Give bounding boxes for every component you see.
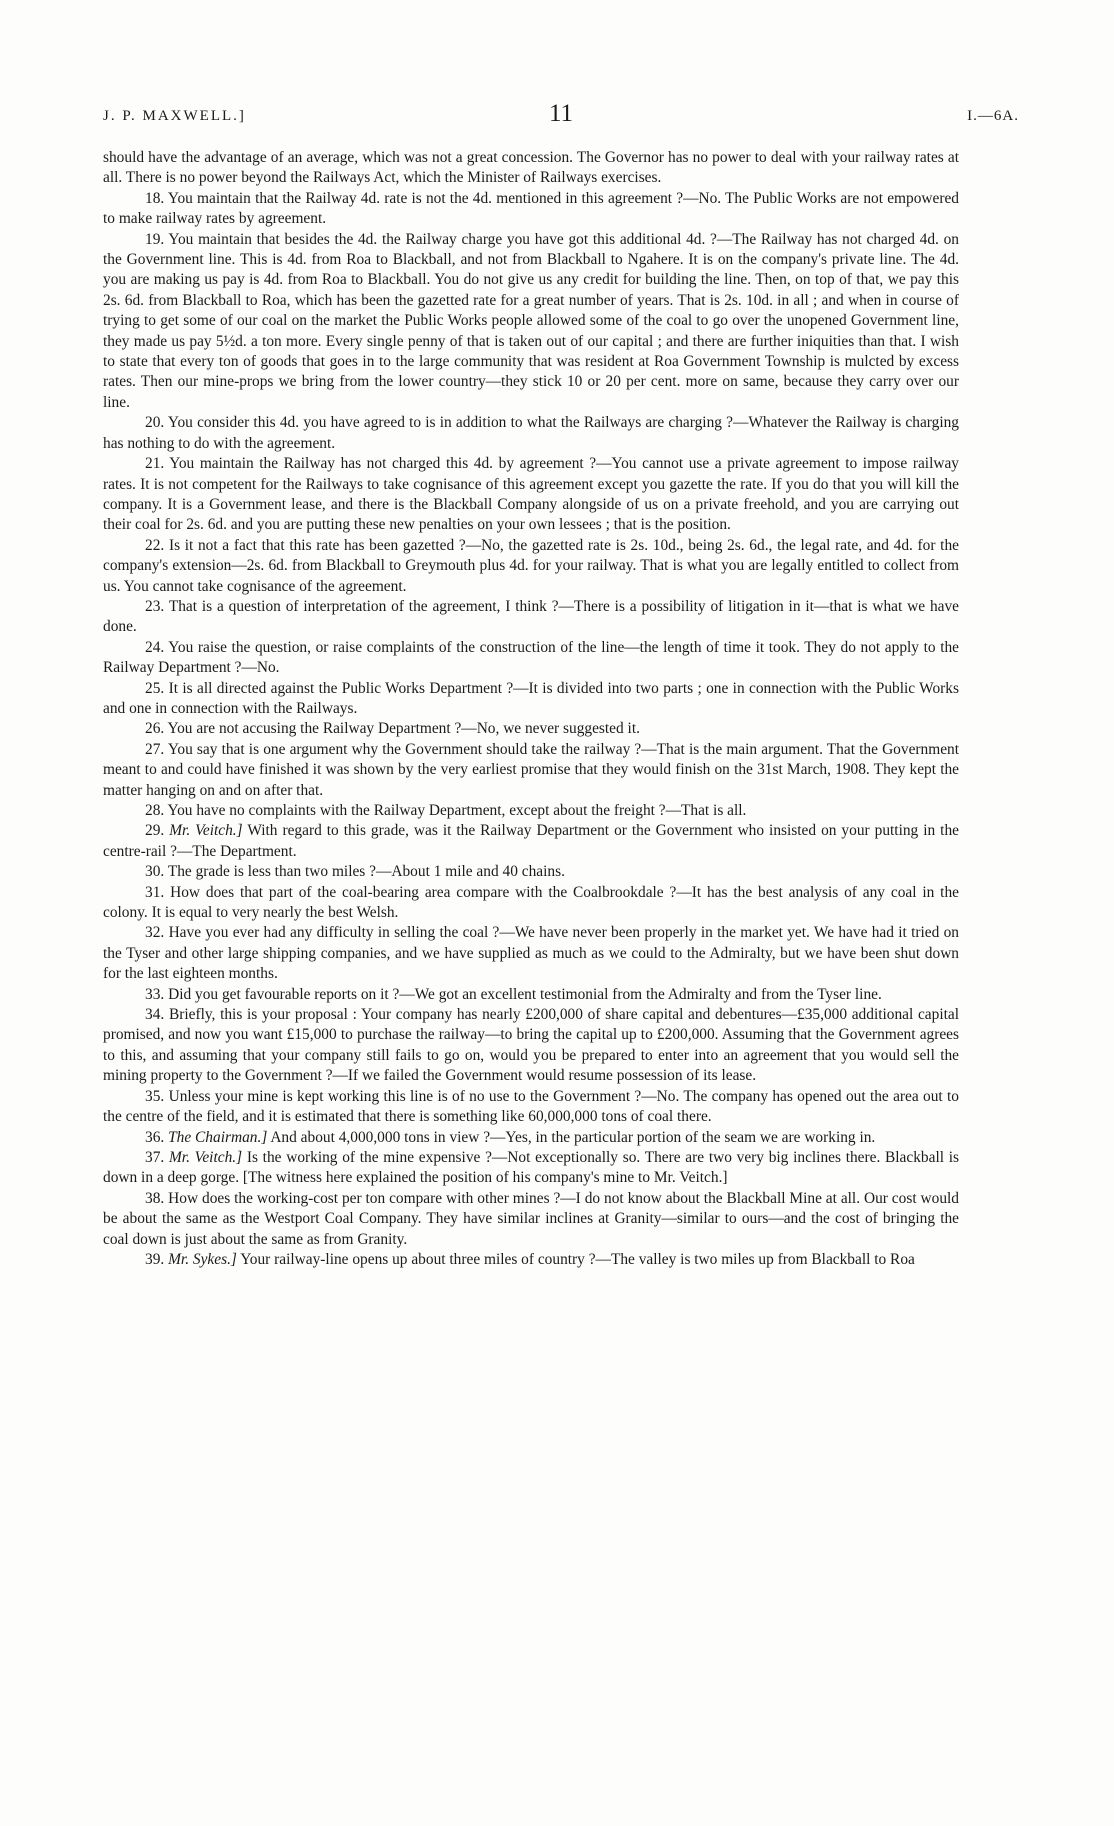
question-number: 39. [145, 1250, 165, 1268]
question-paragraph [103, 148, 959, 189]
paragraph-text: It is all directed against the Public Works Department ?—It is divided into two parts ; one in connection with the Public Works and one in connection with the Railways. [103, 679, 959, 717]
question-number: 18. [145, 189, 165, 207]
question-number: 34. [145, 1006, 165, 1024]
speaker-name: The Chairman.] [168, 1128, 268, 1146]
question-paragraph [103, 1148, 959, 1189]
speaker-name: Mr. Veitch.] [169, 822, 243, 840]
question-number: 24. [145, 638, 165, 656]
paragraph-text: You have no complaints with the Railway Department, except about the freight ?—That is all. [167, 802, 747, 819]
paragraph-text: Unless your mine is kept working this line is of no use to the Government ?—No. The company has opened out the area out to the centre of the field, and it is estimated that there is something like 60,000,000 tons of coal there. [103, 1087, 959, 1126]
minutes-of-evidence [103, 148, 959, 1270]
question-paragraph [103, 862, 959, 882]
question-paragraph [103, 883, 959, 924]
question-number: 33. [145, 985, 165, 1003]
question-number: 35. [145, 1087, 165, 1105]
question-paragraph [103, 923, 959, 984]
paragraph-text: How does the working-cost per ton compare with other mines ?—I do not know about the Blackball Mine at all. Our cost would be about the same as the Westport Coal Company. They have similar inclines at Granity—similar to ours—and the cost of bringing the coal down is just about the same as from Granity. [103, 1189, 959, 1248]
speaker-name: Mr. Veitch.] [168, 1148, 243, 1166]
question-number: 23. [145, 597, 165, 615]
question-number: 27. [145, 740, 165, 758]
question-paragraph [103, 1250, 959, 1270]
question-number: 22. [145, 536, 165, 554]
question-paragraph [103, 638, 959, 679]
paragraph-text: Did you get favourable reports on it ?—We got an excellent testimonial from the Admiralty and from the Tyser line. [168, 985, 882, 1003]
paragraph-text: You are not accusing the Railway Department ?—No, we never suggested it. [167, 720, 640, 738]
question-number: 37. [145, 1148, 165, 1166]
paragraph-text: You maintain that besides the 4d. the Railway charge you have got this additional 4d. ?—The Railway has not charged 4d. on the Government line. This is 4d. from Roa to Blackball, and not from Blackball to Ngahere. It is on the company's private line. The 4d. you are making us pay is 4d. from Roa to Blackball. You do not give us any credit for building the line. Then, on top of that, we pay this 2s. 6d. from Blackball to Roa, which has been the gazetted rate for a great number of years. That is 2s. 10d. in all ; and when in course of trying to get some of our coal on the market the Public Works people allowed some of the coal to go over the unopened Government line, they made us pay 5½d. a ton more. Every single penny of that is taken out of our capital ; and there are further iniquities than that. I wish to state that every ton of goods that goes in to the large community that was resident at Roa Government Township is mulcted by excess rates. Then our mine-props we bring from the lower country—they stick 10 or 20 per cent. more on same, because they carry over our line. [103, 230, 960, 411]
question-paragraph [103, 1189, 959, 1250]
question-number: 38. [145, 1189, 165, 1207]
paragraph-text: That is a question of interpretation of the agreement, I think ?—There is a possibility of litigation in it—that is what we have done. [103, 597, 959, 636]
paragraph-text: Have you ever had any difficulty in selling the coal ?—We have never been properly in the market yet. We have had it tried on the Tyser and other large shipping companies, and we have supplied as much as we could to the Admiralty, but we have been shut down for the last eighteen months. [103, 924, 959, 983]
document-reference: I.—6A. [967, 108, 1019, 124]
question-paragraph [103, 1128, 959, 1148]
question-paragraph [103, 985, 959, 1005]
witness-name: J. P. MAXWELL.] [103, 108, 246, 124]
question-paragraph [103, 679, 959, 720]
paragraph-text: And about 4,000,000 tons in view ?—Yes, in the particular portion of the seam we are working in. [270, 1128, 876, 1146]
question-number: 30. [145, 863, 165, 881]
question-paragraph [103, 1005, 959, 1087]
question-number: 19. [145, 230, 165, 248]
paragraph-text: Is the working of the mine expensive ?—Not exceptionally so. There are two very big inclines there. Blackball is down in a deep gorge. [The witness here explained the position of his company's mine to Mr. Veitch.] [103, 1148, 959, 1187]
question-paragraph [103, 719, 959, 739]
question-paragraph [103, 821, 959, 862]
question-paragraph [103, 597, 959, 638]
paragraph-text: With regard to this grade, was it the Railway Department or the Government who insisted on your putting in the centre-rail ?—The Department. [103, 822, 959, 860]
question-paragraph [103, 230, 959, 414]
paragraph-text: Your railway-line opens up about three miles of country ?—The valley is two miles up from Blackball to Roa [240, 1250, 915, 1268]
paragraph-text: The grade is less than two miles ?—About 1 mile and 40 chains. [167, 863, 565, 881]
question-paragraph [103, 413, 959, 454]
paragraph-text: Is it not a fact that this rate has been gazetted ?—No, the gazetted rate is 2s. 10d., being 2s. 6d., the legal rate, and 4d. for the company's extension—2s. 6d. from Blackball to Greymouth plus 4d. for your railway. That is what you are legally entitled to collect from us. You cannot take cognisance of the agreement. [103, 536, 959, 595]
question-paragraph [103, 536, 959, 597]
paragraph-text: You raise the question, or raise complaints of the construction of the line—the length of time it took. They do not apply to the Railway Department ?—No. [103, 638, 959, 677]
question-paragraph [103, 189, 959, 230]
page-header [103, 100, 1019, 130]
speaker-name: Mr. Sykes.] [168, 1250, 237, 1268]
question-number: 28. [145, 802, 165, 819]
question-paragraph [103, 1087, 959, 1128]
question-paragraph [103, 801, 959, 821]
paragraph-text: Briefly, this is your proposal : Your company has nearly £200,000 of share capital and debentures—£35,000 additional capital promised, and now you want £15,000 to purchase the railway—to bring the capital up to £200,000. Assuming that the Government agrees to this, and assuming that your company still fails to go on, would you be prepared to enter into an agreement that you would sell the mining property to the Government ?—If we failed the Government would resume possession of its lease. [103, 1006, 959, 1085]
paragraph-text: should have the advantage of an average, which was not a great concession. The Governor has no power to deal with your railway rates at all. There is no power beyond the Railways Act, which the Minister of Railways exercises. [103, 149, 959, 187]
paragraph-text: You consider this 4d. you have agreed to is in addition to what the Railways are charging ?—Whatever the Railway is charging has nothing to do with the agreement. [103, 414, 959, 452]
page-number: 11 [548, 100, 574, 127]
question-paragraph [103, 740, 959, 801]
question-number: 29. [145, 822, 165, 840]
paragraph-text: How does that part of the coal-bearing area compare with the Coalbrookdale ?—It has the best analysis of any coal in the colony. It is equal to very nearly the best Welsh. [103, 883, 959, 922]
question-number: 26. [145, 720, 165, 738]
question-number: 32. [145, 924, 165, 942]
question-number: 31. [145, 883, 165, 901]
paragraph-text: You maintain the Railway has not charged this 4d. by agreement ?—You cannot use a private agreement to impose railway rates. It is not competent for the Railways to take cognisance of this agreement except you gazette the rate. If you do that you will kill the company. It is a Government lease, and there is the Blackball Company alongside of us on a private freehold, and you are carrying out their coal for 2s. 6d. and you are putting these new penalties on your own lessees ; that is the position. [103, 455, 960, 534]
question-number: 20. [145, 414, 165, 432]
paragraph-text: You say that is one argument why the Government should take the railway ?—That is the main argument. That the Government meant to and could have finished it was shown by the very earliest promise that they would finish on the 31st March, 1908. They kept the matter hanging on and on after that. [103, 740, 960, 799]
question-number: 21. [145, 455, 165, 473]
question-number: 25. [145, 679, 165, 697]
question-number: 36. [145, 1128, 165, 1146]
paragraph-text: You maintain that the Railway 4d. rate is not the 4d. mentioned in this agreement ?—No. The Public Works are not empowered to make railway rates by agreement. [103, 189, 959, 228]
question-paragraph [103, 454, 959, 536]
